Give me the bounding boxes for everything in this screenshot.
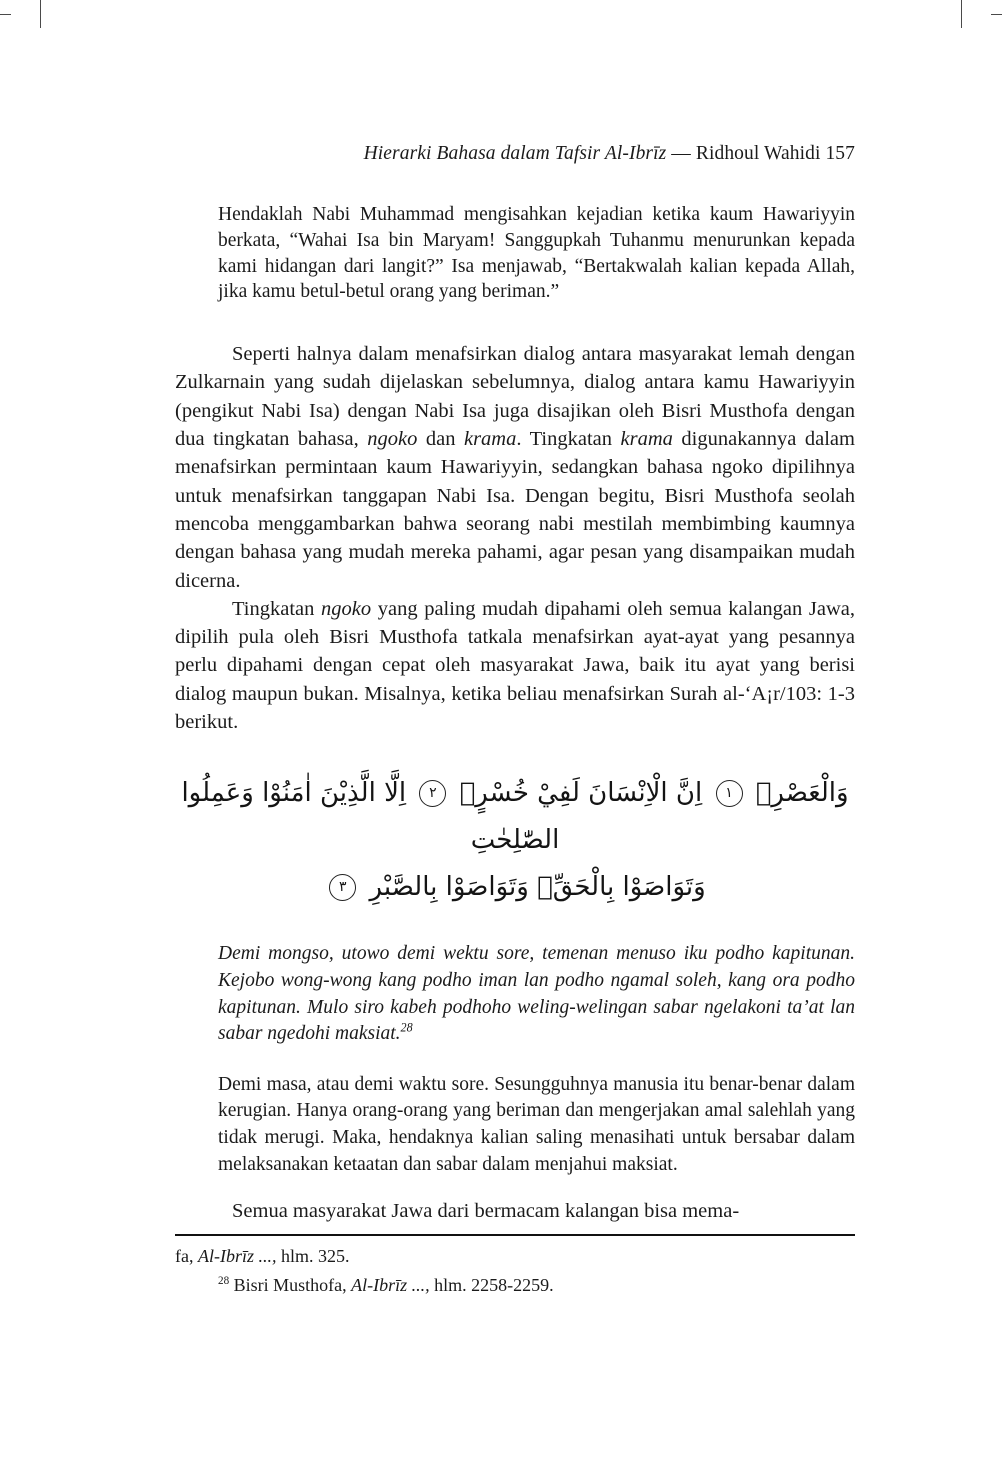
footnote-separator-rule — [175, 1234, 855, 1236]
running-header: Hierarki Bahasa dalam Tafsir Al-Ibrīz — Ridhoul Wahidi 157 — [363, 143, 855, 164]
footnote-continued: fa, Al-Ibrīz ..., hlm. 325. — [175, 1246, 350, 1267]
paragraph-ngoko-level: Tingkatan ngoko yang paling mudah dipahami oleh semua kalangan Jawa, dipilih pula oleh Bisri Musthofa tatkala menafsirkan ayat-ayat yang pesannya perlu dipahami dengan cepat oleh masyarakat Jawa, baik itu ayat yang berisi dialog maupun bukan. Misalnya, ketika beliau menafsirkan Surah al-‘A¡r/103: 1-3 berikut. — [175, 597, 855, 734]
crop-mark-top-left-horizontal — [0, 14, 11, 15]
footnote-28: $^{28}$ Bisri Musthofa, Al-Ibrīz ..., hlm. 2258-2259. — [218, 1275, 554, 1296]
crop-mark-top-right-vertical — [961, 0, 962, 28]
text-column — [175, 0, 855, 1298]
quoted-translation-block: Hendaklah Nabi Muhammad mengisahkan kejadian ketika kaum Hawariyyin berkata, “Wahai Isa bin Maryam! Sanggupkah Tuhanmu menurunkan kepada kami hidangan dari langit?” Isa menjawab, “Bertakwalah kalian kepada Allah, jika kamu betul-betul orang yang beriman.” — [218, 204, 855, 303]
arabic-verse-line-2: وَتَوَاصَوْا بِالْحَقِّۙ وَتَوَاصَوْا بِالصَّبْرِ ٣ — [175, 864, 855, 911]
arabic-verse-line-1: وَالْعَصْرِۙ ١ اِنَّ الْاِنْسَانَ لَفِيْ خُسْرٍۙ ٢ اِلَّا الَّذِيْنَ اٰمَنُوْا وَعَمِلُوا الصّٰلِحٰتِ — [181, 778, 849, 856]
crop-mark-top-right-horizontal — [991, 14, 1002, 15]
indonesian-translation-block: Demi masa, atau demi waktu sore. Sesungguhnya manusia itu benar-benar dalam kerugian. Hanya orang-orang yang beriman dan mengerjakan amal salehlah yang tidak merugi. Maka, hendaknya kalian saling menasihati untuk bersabar dalam melaksanakan ketaatan dan sabar dalam menjahui maksiat. — [218, 1073, 855, 1175]
crop-mark-top-left-vertical — [40, 0, 41, 28]
paragraph-closing-start: Semua masyarakat Jawa dari bermacam kalangan bisa mema- — [232, 1200, 740, 1223]
javanese-translation-block: Demi mongso, utowo demi wektu sore, temenan menuso iku podho kapitunan. Kejobo wong-wong kang podho iman lan podho ngamal soleh, kang ora podho kapitunan. Mulo siro kabeh podhoho weling-welingan sabar ngelakoni ta’at lan sabar ngedohi maksiat.$^{28}$ — [218, 943, 855, 1045]
arabic-verse-surah-al-asr — [175, 770, 855, 911]
paragraph-dialog-analysis: Seperti halnya dalam menafsirkan dialog antara masyarakat lemah dengan Zulkarnain yang sudah dijelaskan sebelumnya, dialog antara kamu Hawariyyin (pengikut Nabi Isa) dengan Nabi Isa juga disajikan oleh Bisri Musthofa dengan dua tingkatan bahasa, ngoko dan krama. Tingkatan krama digunakannya dalam menafsirkan permintaan kaum Hawariyyin, sedangkan bahasa ngoko dipilihnya untuk menafsirkan tanggapan Nabi Isa. Dengan begitu, Bisri Musthofa seolah mencoba menggambarkan bahwa seorang nabi mestilah membimbing kaumnya dengan bahasa yang mudah mereka pahami, agar pesan yang disampaikan mudah dicerna. — [175, 343, 855, 592]
